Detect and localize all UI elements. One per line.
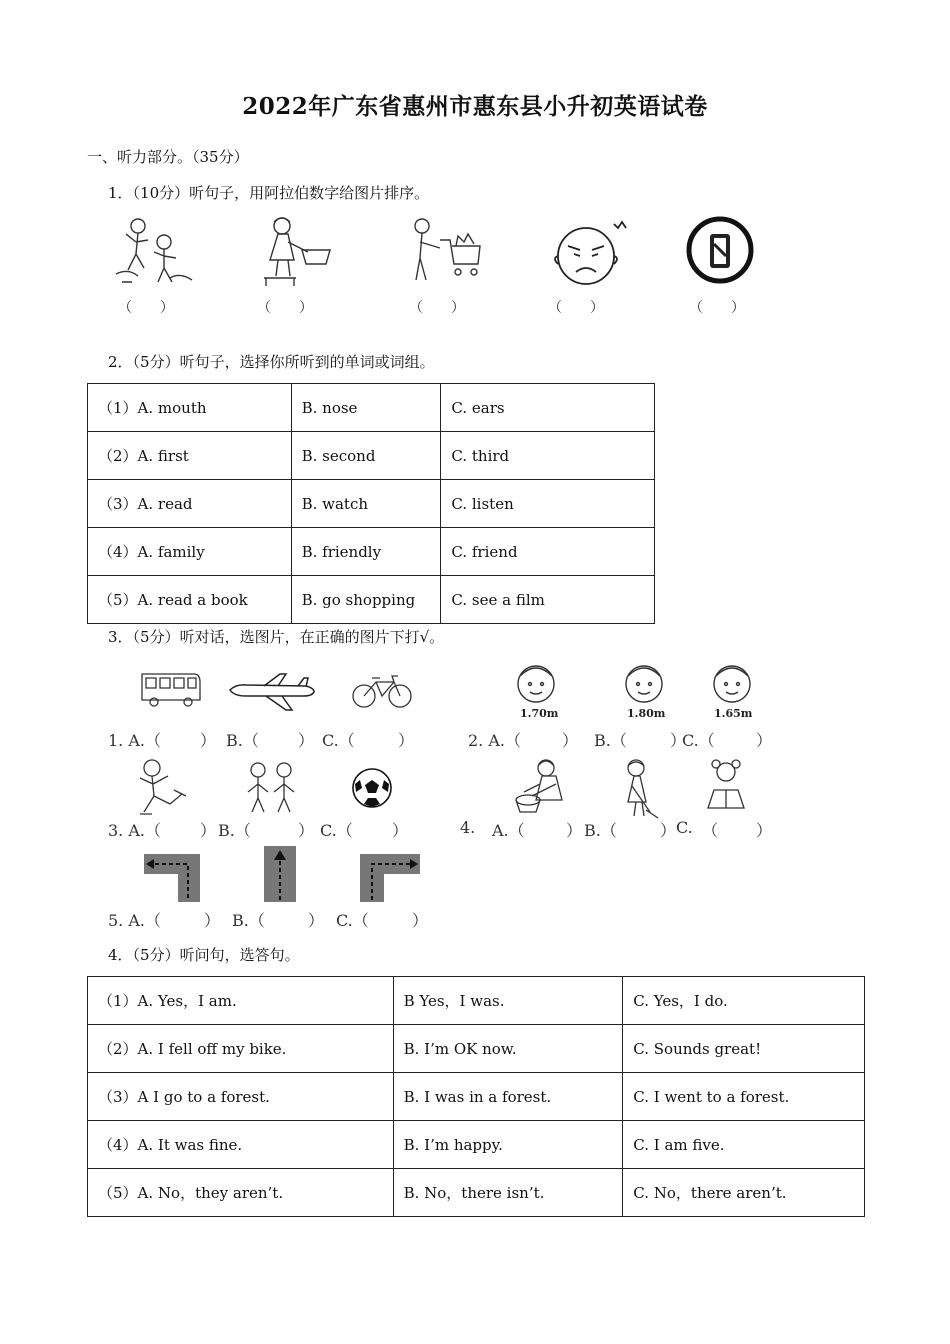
q2-cell: C. third — [441, 432, 655, 480]
height-label: 1.70m — [520, 707, 559, 720]
q4-cell: （3）A I go to a forest. — [88, 1073, 394, 1121]
option-label: ） — [200, 821, 217, 840]
table-row — [88, 384, 655, 432]
q4-cell: C. No，there aren’t. — [623, 1169, 865, 1217]
girl-washing-icon — [256, 212, 336, 292]
table-row — [88, 1073, 865, 1121]
boy-face-icon — [512, 658, 560, 708]
girl-sweeping-icon — [616, 756, 666, 822]
boy-washing-dishes-icon — [512, 756, 572, 820]
table-row — [88, 528, 655, 576]
table-row — [88, 977, 865, 1025]
option-label: ） — [308, 911, 325, 930]
q2-cell: C. listen — [441, 480, 655, 528]
q4-cell: B. I was in a forest. — [393, 1073, 623, 1121]
option-label: 1. A.（ — [108, 731, 161, 750]
q4-cell: B. I’m happy. — [393, 1121, 623, 1169]
option-label: ） — [756, 731, 773, 750]
q2-cell: C. see a film — [441, 576, 655, 624]
option-label: 4. — [460, 818, 476, 837]
q2-cell: （5）A. read a book — [88, 576, 292, 624]
question-1: 1．（10分）听句子，用阿拉伯数字给图片排序。 — [108, 184, 430, 202]
q2-cell: （2）A. first — [88, 432, 292, 480]
table-row — [88, 1025, 865, 1073]
option-label: B.（ — [226, 731, 259, 750]
blank-2[interactable]: （ ） — [257, 300, 313, 316]
angry-face-icon — [548, 214, 632, 290]
q4-cell: B Yes，I was. — [393, 977, 623, 1025]
option-label: B.（ — [584, 821, 617, 840]
q2-cell: C. friend — [441, 528, 655, 576]
q4-options-table — [87, 976, 865, 1217]
go-straight-road-icon — [260, 844, 300, 904]
option-label: C.（ — [320, 821, 353, 840]
turn-left-road-icon — [142, 850, 202, 904]
two-girls-icon — [240, 756, 302, 818]
q2-cell: （3）A. read — [88, 480, 292, 528]
q2-cell: B. second — [291, 432, 441, 480]
option-label: C.（ — [336, 911, 369, 930]
q4-cell: （1）A. Yes，I am. — [88, 977, 394, 1025]
page-title: 2022年广东省惠州市惠东县小升初英语试卷 — [242, 93, 708, 120]
option-label: ） — [660, 821, 677, 840]
q4-cell: C. Sounds great! — [623, 1025, 865, 1073]
bicycle-icon — [350, 672, 414, 712]
option-label: 2. A.（ — [468, 731, 521, 750]
q2-cell: B. nose — [291, 384, 441, 432]
soccer-ball-icon — [350, 766, 394, 810]
table-row — [88, 1121, 865, 1169]
q2-cell: C. ears — [441, 384, 655, 432]
option-label: B.（ — [218, 821, 251, 840]
boy-face-icon — [708, 658, 756, 708]
children-playing-icon — [108, 212, 196, 290]
q2-cell: （4）A. family — [88, 528, 292, 576]
option-label: ） — [298, 821, 315, 840]
q4-cell: C. I am five. — [623, 1121, 865, 1169]
girl-skating-icon — [130, 756, 192, 818]
height-label: 1.65m — [714, 707, 753, 720]
q2-cell: （1）A. mouth — [88, 384, 292, 432]
shopping-cart-icon — [404, 214, 484, 292]
option-label: B.（ — [232, 911, 265, 930]
option-label: C. — [676, 818, 693, 837]
option-label: ） — [566, 821, 583, 840]
q4-cell: B. I’m OK now. — [393, 1025, 623, 1073]
table-row — [88, 576, 655, 624]
option-label: B.（ — [594, 731, 627, 750]
q4-cell: C. Yes，I do. — [623, 977, 865, 1025]
option-label: ） — [392, 821, 409, 840]
option-label: ） — [412, 911, 429, 930]
boy-face-icon — [620, 658, 668, 708]
option-label: ） — [298, 731, 315, 750]
girl-reading-icon — [700, 756, 754, 816]
blank-1[interactable]: （ ） — [118, 300, 174, 316]
option-label: ） — [756, 821, 773, 840]
turn-right-road-icon — [358, 850, 422, 904]
q2-cell: B. go shopping — [291, 576, 441, 624]
q4-cell: C. I went to a forest. — [623, 1073, 865, 1121]
section-heading: 一、听力部分。（35分） — [87, 148, 249, 166]
height-label: 1.80m — [627, 707, 666, 720]
option-label: C.（ — [322, 731, 355, 750]
bus-icon — [138, 668, 204, 708]
no-smoking-icon — [684, 214, 758, 288]
q4-cell: （2）A. I fell off my bike. — [88, 1025, 394, 1073]
option-label: 5. A.（ — [108, 911, 161, 930]
question-3: 3．（5分）听对话，选图片，在正确的图片下打√。 — [108, 628, 445, 646]
option-label: A.（ — [492, 821, 525, 840]
q2-cell: B. watch — [291, 480, 441, 528]
option-label: C.（ — [682, 731, 715, 750]
blank-3[interactable]: （ ） — [409, 300, 465, 316]
q2-cell: B. friendly — [291, 528, 441, 576]
option-label: ） — [398, 731, 415, 750]
table-row — [88, 432, 655, 480]
q4-cell: B. No，there isn’t. — [393, 1169, 623, 1217]
q2-options-table — [87, 383, 655, 624]
option-label: ） — [204, 911, 221, 930]
blank-5[interactable]: （ ） — [689, 300, 745, 316]
blank-4[interactable]: （ ） — [548, 300, 604, 316]
question-4: 4．（5分）听问句，选答句。 — [108, 946, 300, 964]
table-row — [88, 480, 655, 528]
table-row — [88, 1169, 865, 1217]
airplane-icon — [226, 672, 318, 712]
option-label: ） — [670, 731, 687, 750]
option-label: （ — [702, 821, 719, 840]
option-label: ） — [562, 731, 579, 750]
option-label: 3. A.（ — [108, 821, 161, 840]
question-2: 2．（5分）听句子，选择你所听到的单词或词组。 — [108, 353, 435, 371]
q4-cell: （4）A. It was fine. — [88, 1121, 394, 1169]
q4-cell: （5）A. No，they aren’t. — [88, 1169, 394, 1217]
option-label: ） — [200, 731, 217, 750]
